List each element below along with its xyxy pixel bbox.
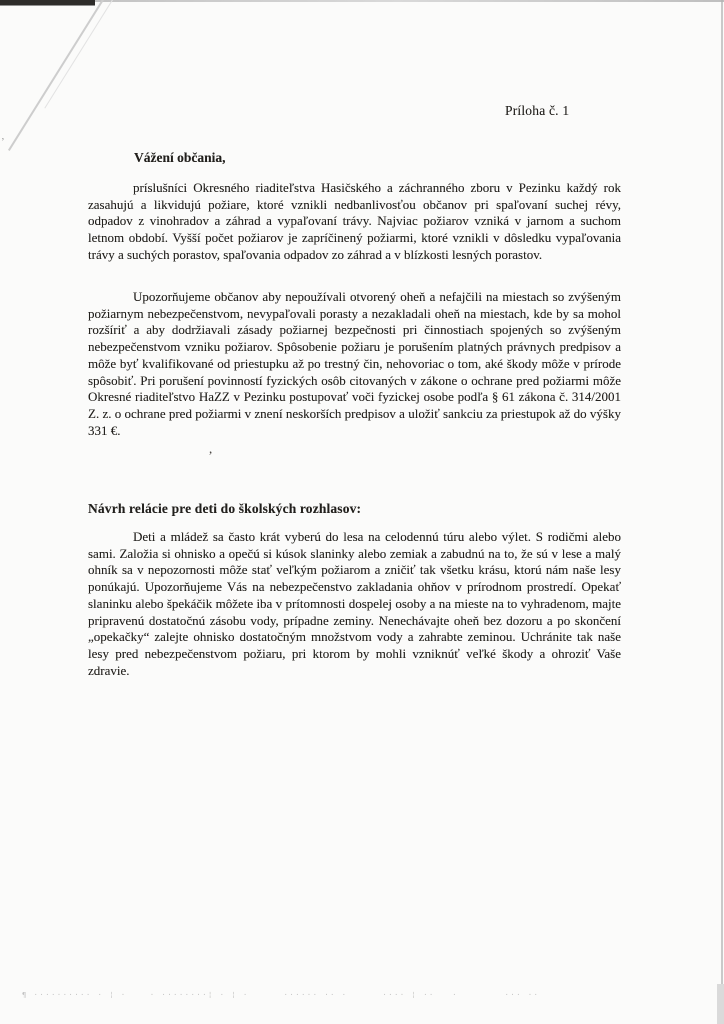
- salutation: Vážení občania,: [134, 150, 226, 165]
- scan-artifact-diagonal-crease: [8, 0, 104, 151]
- paragraph-fire-safety-warning: Upozorňujeme občanov aby nepoužívali otvorený oheň a nefajčili na miestach so zvýšeným požiarnym nebezpečenstvom, nevypaľovali porasty a nezakladali oheň na miestach, kde by sa mohol rozšíriť a aby dodržiavali zásady požiarnej bezpečnosti pri činnostiach spojených so zvýšeným nebezpečenstvom vzniku požiarov. Spôsobenie požiaru je porušením platných právnych predpisov a môže byť kvalifikované od priestupku až po trestný čin, nehovoriac o tom, aké škody môže v prírode spôsobiť. Pri porušení povinností fyzických osôb citovaných v zákone o ochrane pred požiarmi môže Okresné riaditeľstvo HaZZ v Pezinku postupovať voči fyzickej osobe podľa § 61 zákona č. 314/2001 Z. z. o ochrane pred požiarmi v znení neskorších predpisov a uložiť sankciu za priestupok až do výšky 331 €.: [88, 289, 621, 438]
- scan-artifact-diagonal-crease-2: [44, 0, 113, 109]
- scan-artifact-top-edge-line: [0, 0, 724, 2]
- scan-artifact-top-bar: [0, 0, 95, 6]
- scan-artifact-right-edge-line: [721, 0, 723, 1024]
- section-heading-school-broadcast: Návrh relácie pre deti do školských rozhlasov:: [88, 501, 362, 516]
- scan-artifact-left-edge-mark: ʼ: [1, 136, 5, 148]
- attachment-label: Príloha č. 1: [505, 103, 570, 118]
- scan-artifact-footer-marks: ¶ ·········· · ¦ · · ········¦ · ¦ · ······ ·· · ···· ¦ ·· · ··· ··: [22, 991, 540, 999]
- scan-artifact-right-bottom-strip: [717, 984, 724, 1024]
- scan-artifact-stray-comma: ,: [209, 441, 213, 456]
- paragraph-children-broadcast: Deti a mládež sa často krát vyberú do lesa na celodennú túru alebo výlet. S rodičmi alebo sami. Založia si ohnisko a opečú si kúsok slaninky alebo zemiak a zabudnú na to, že sú v lese a malý ohník sa v nepozornosti môže stať veľkým požiarom a zničiť tak všetku krásu, ktorú nám naše lesy ponúkajú. Upozorňujeme Vás na nebezpečenstvo zakladania ohňov v prírodnom prostredí. Opekať slaninku alebo špekáčik môžete iba v prítomnosti dospelej osoby a na mieste na to vyhradenom, majte pripravenú dostatočnú zásobu vody, prípadne zeminy. Nenechávajte oheň bez dozoru a po skončení „opekačky“ zalejte ohnisko dostatočným množstvom vody a zahrabte zeminou. Uchránite tak naše lesy pred nebezpečenstvom požiaru, pri ktorom by mohli vzniknúť veľké škody a ohroziť Vaše zdravie.: [88, 529, 621, 678]
- paragraph-intro-firefighters: príslušníci Okresného riaditeľstva Hasičského a záchranného zboru v Pezinku každý rok zasahujú a likvidujú požiare, ktoré vznikli nedbanlivosťou občanov pri spaľovaní suchej révy, odpadov z vinohradov a záhrad a vypaľovaní trávy. Najviac požiarov vzniká v jarnom a suchom letnom období. Vyšší počet požiarov je zapríčinený požiarmi, ktoré vznikli v dôsledku vypaľovania trávy a suchých porastov, spaľovania odpadov zo záhrad a v blízkosti lesných porastov.: [88, 180, 621, 262]
